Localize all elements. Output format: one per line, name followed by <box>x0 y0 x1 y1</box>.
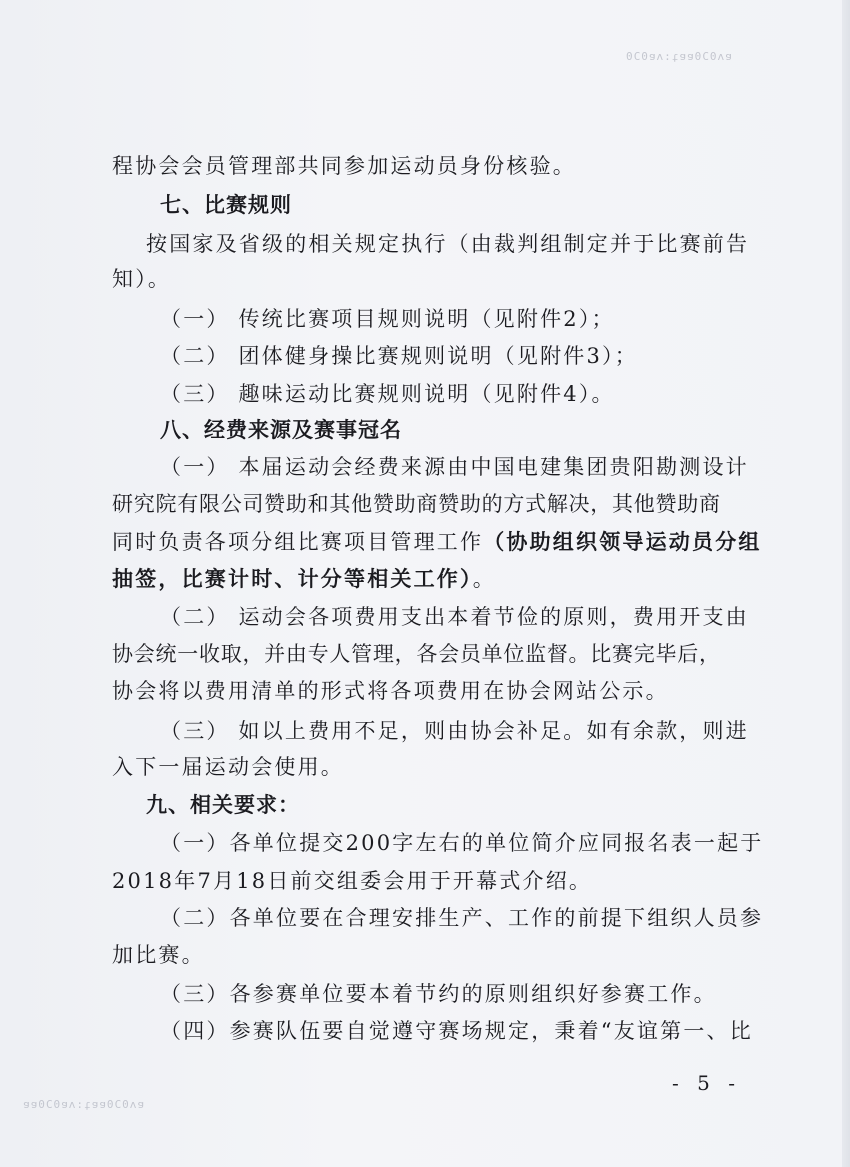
text-line: （二）各单位要在合理安排生产、工作的前提下组织人员参 <box>160 906 764 930</box>
text-line: 知）。 <box>112 267 172 291</box>
page-number: - 5 - <box>672 1071 741 1095</box>
text-line: 入下一届运动会使用。 <box>112 755 344 779</box>
text-line: （一） 本届运动会经费来源由中国电建集团贵阳勘测设计 <box>160 455 749 479</box>
text-line: （三） 如以上费用不足，则由协会补足。如有余款，则进 <box>160 719 749 743</box>
text-run: 。 <box>472 567 496 591</box>
list-item: （二） 团体健身操比赛规则说明（见附件3）； <box>160 344 638 368</box>
section-heading-rules: 七、比赛规则 <box>160 193 292 217</box>
faint-bleed-through-code: ɐʌ0Ɔ0ɐɐʇ:ʌɐ0Ɔ0ɐɐ <box>22 1098 144 1111</box>
faint-bleed-through-code: ɐʌ0Ɔ0ɐɐʇ:ʌɐ0Ɔ0 <box>625 50 732 63</box>
list-item: （一） 传统比赛项目规则说明（见附件2）； <box>160 307 615 331</box>
text-line: 协会将以费用清单的形式将各项费用在协会网站公示。 <box>112 679 669 703</box>
text-line: 按国家及省级的相关规定执行（由裁判组制定并于比赛前告 <box>146 232 750 256</box>
bold-text-run: （协助组织领导运动员分组 <box>483 530 762 554</box>
text-line-mixed <box>112 527 762 557</box>
section-heading-requirements: 九、相关要求： <box>146 793 300 817</box>
scan-edge <box>842 0 850 1167</box>
text-line: （三）各参赛单位要本着节约的原则组织好参赛工作。 <box>160 982 717 1006</box>
text-line: （一）各单位提交200字左右的单位简介应同报名表一起于 <box>160 831 764 855</box>
text-line: 加比赛。 <box>112 943 205 967</box>
bold-text-run: 抽签，比赛计时、计分等相关工作） <box>112 567 473 591</box>
text-line: （二） 运动会各项费用支出本着节俭的原则，费用开支由 <box>160 605 749 629</box>
section-heading-funding: 八、经费来源及赛事冠名 <box>160 418 402 442</box>
text-line: （四）参赛队伍要自觉遵守赛场规定，秉着“友谊第一、比 <box>160 1019 753 1043</box>
text-run: 同时负责各项分组比赛项目管理工作 <box>112 530 484 554</box>
text-line: 研究院有限公司赞助和其他赞助商赞助的方式解决，其他赞助商 <box>112 492 720 516</box>
text-line: 程协会会员管理部共同参加运动员身份核验。 <box>112 154 576 178</box>
text-line: 2018年7月18日前交组委会用于开幕式介绍。 <box>112 869 593 893</box>
list-item: （三） 趣味运动比赛规则说明（见附件4）。 <box>160 382 615 406</box>
text-line: 协会统一收取，并由专人管理，各会员单位监督。比赛完毕后， <box>112 642 720 666</box>
text-line-mixed <box>112 564 496 594</box>
